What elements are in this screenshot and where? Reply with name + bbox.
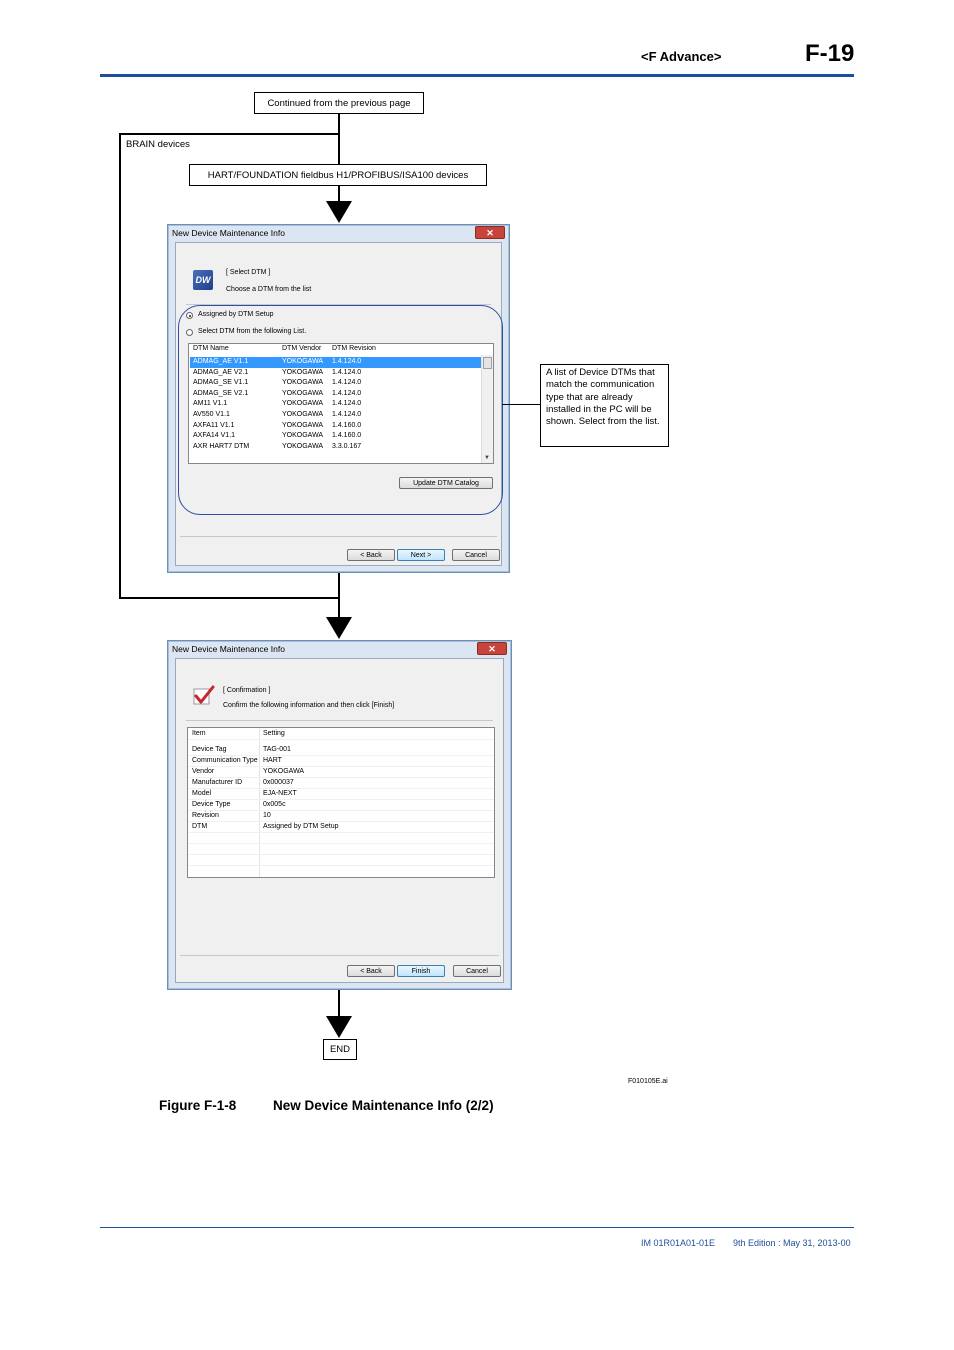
dtm-revision: 1.4.124.0: [332, 411, 362, 418]
down-arrow-icon: [326, 617, 352, 639]
setting-cell: Assigned by DTM Setup: [263, 822, 339, 830]
footer-rule: [100, 1227, 854, 1228]
dtm-vendor: YOKOGAWA: [282, 432, 324, 440]
setting-cell: 10: [263, 811, 271, 819]
dtm-revision: 1.4.160.0: [332, 432, 362, 440]
close-icon[interactable]: ✕: [475, 226, 505, 239]
setting-cell: EJA-NEXT: [263, 789, 297, 797]
brain-devices-label: BRAIN devices: [126, 139, 190, 150]
dtm-name: AXR HART7 DTM: [193, 442, 250, 450]
finish-button[interactable]: Finish: [397, 965, 445, 977]
dtm-revision: 3.3.0.167: [332, 442, 362, 450]
column-header: DTM Name: [193, 345, 229, 352]
dtm-vendor: YOKOGAWA: [282, 358, 324, 365]
confirmation-table: [187, 727, 495, 878]
setting-cell: YOKOGAWA: [263, 767, 305, 775]
item-cell: Vendor: [192, 767, 215, 775]
item-cell: Device Type: [192, 800, 231, 808]
setting-cell: HART: [263, 756, 282, 764]
dtm-revision: 1.4.124.0: [332, 379, 362, 387]
table-header: [188, 728, 494, 740]
flow-line-mid: [338, 572, 340, 618]
callout-leader: [502, 404, 540, 405]
step-heading: [ Confirmation ]: [223, 687, 271, 694]
dtm-vendor: YOKOGAWA: [282, 368, 324, 376]
item-cell: Model: [192, 789, 212, 797]
setting-cell: TAG-001: [263, 745, 291, 753]
dtm-name: ADMAG_SE V1.1: [193, 379, 249, 387]
doc-number: IM 01R01A01-01E: [641, 1238, 716, 1248]
dtm-name: AXFA11 V1.1: [193, 421, 235, 429]
column-header: DTM Vendor: [282, 345, 322, 352]
next-button[interactable]: Next >: [397, 549, 445, 561]
dialog-body: [175, 658, 504, 983]
step-instruction: Choose a DTM from the list: [226, 286, 312, 293]
page-number: F-19: [805, 40, 855, 67]
item-cell: Communication Type: [192, 756, 258, 764]
dialog-confirmation: [167, 640, 512, 990]
dtm-vendor: YOKOGAWA: [282, 389, 324, 397]
flow-line-brain-left: [119, 133, 121, 599]
separator: [186, 720, 493, 721]
dialog-title: New Device Maintenance Info: [172, 228, 285, 238]
checkmark-icon: [193, 685, 215, 707]
dtm-revision: 1.4.124.0: [332, 400, 362, 408]
down-arrow-icon: [326, 1016, 352, 1038]
callout-box: A list of Device DTMs that match the communication type that are already installed in the PC will be shown. Select from the list.: [540, 364, 669, 447]
edition: 9th Edition : May 31, 2013-00: [733, 1238, 851, 1248]
close-icon[interactable]: ✕: [477, 642, 507, 655]
item-cell: Device Tag: [192, 745, 227, 753]
down-arrow-icon: [326, 201, 352, 223]
cancel-button[interactable]: Cancel: [453, 965, 501, 977]
dtm-revision: 1.4.160.0: [332, 421, 362, 429]
column-header: Item: [192, 729, 206, 737]
flow-line-bottom: [338, 989, 340, 1016]
flow-line-top: [338, 113, 340, 166]
flow-line-brain-top: [119, 133, 340, 135]
step-heading: [ Select DTM ]: [226, 269, 271, 276]
dtm-name: AV550 V1.1: [193, 411, 230, 418]
dtm-revision: 1.4.124.0: [332, 358, 362, 365]
setting-cell: 0x000037: [263, 778, 294, 786]
cancel-button[interactable]: Cancel: [452, 549, 500, 561]
dialog-select-dtm: [167, 224, 510, 573]
flow-line-hart: [338, 185, 340, 201]
flow-line-brain-bottom: [119, 597, 340, 599]
table-row: [188, 854, 494, 866]
end-box: END: [323, 1039, 357, 1060]
continued-box: Continued from the previous page: [254, 92, 424, 114]
dtm-name: ADMAG_AE V1.1: [193, 358, 249, 365]
dtm-vendor: YOKOGAWA: [282, 442, 324, 450]
dtm-vendor: YOKOGAWA: [282, 400, 324, 408]
caption-title: New Device Maintenance Info (2/2): [273, 1098, 494, 1113]
dialog-title: New Device Maintenance Info: [172, 644, 285, 654]
back-button[interactable]: < Back: [347, 549, 395, 561]
dtm-name: ADMAG_AE V2.1: [193, 368, 249, 376]
hart-devices-box: HART/FOUNDATION fieldbus H1/PROFIBUS/ISA100 devices: [189, 164, 487, 186]
dtm-name: AM11 V1.1: [193, 400, 228, 408]
radio-select-label: Select DTM from the following List.: [198, 328, 307, 335]
scroll-down-icon[interactable]: ▼: [484, 455, 490, 461]
back-button[interactable]: < Back: [347, 965, 395, 977]
header-rule: [100, 74, 854, 77]
caption-number: Figure F-1-8: [159, 1098, 237, 1113]
item-cell: Manufacturer ID: [192, 778, 243, 786]
item-cell: DTM: [192, 822, 208, 830]
dtm-vendor: YOKOGAWA: [282, 411, 324, 418]
dtm-vendor: YOKOGAWA: [282, 421, 324, 429]
update-dtm-catalog-button[interactable]: Update DTM Catalog: [399, 477, 493, 489]
item-cell: Revision: [192, 811, 219, 819]
dtm-name: AXFA14 V1.1: [193, 432, 236, 440]
dtm-revision: 1.4.124.0: [332, 368, 362, 376]
step-instruction: Confirm the following information and then click [Finish]: [223, 702, 395, 709]
setting-cell: 0x005c: [263, 800, 286, 808]
dtm-logo-icon: DW: [193, 270, 213, 290]
dtm-vendor: YOKOGAWA: [282, 379, 324, 387]
separator: [180, 536, 497, 537]
dtm-name: ADMAG_SE V2.1: [193, 389, 249, 397]
column-header: Setting: [263, 729, 285, 737]
column-header: DTM Revision: [332, 345, 376, 352]
radio-assigned-label: Assigned by DTM Setup: [198, 311, 274, 318]
section-label: <F Advance>: [641, 49, 722, 64]
separator: [180, 955, 499, 956]
figure-id: F010105E.ai: [628, 1078, 668, 1085]
highlight-oval: [178, 305, 503, 515]
dtm-revision: 1.4.124.0: [332, 389, 362, 397]
